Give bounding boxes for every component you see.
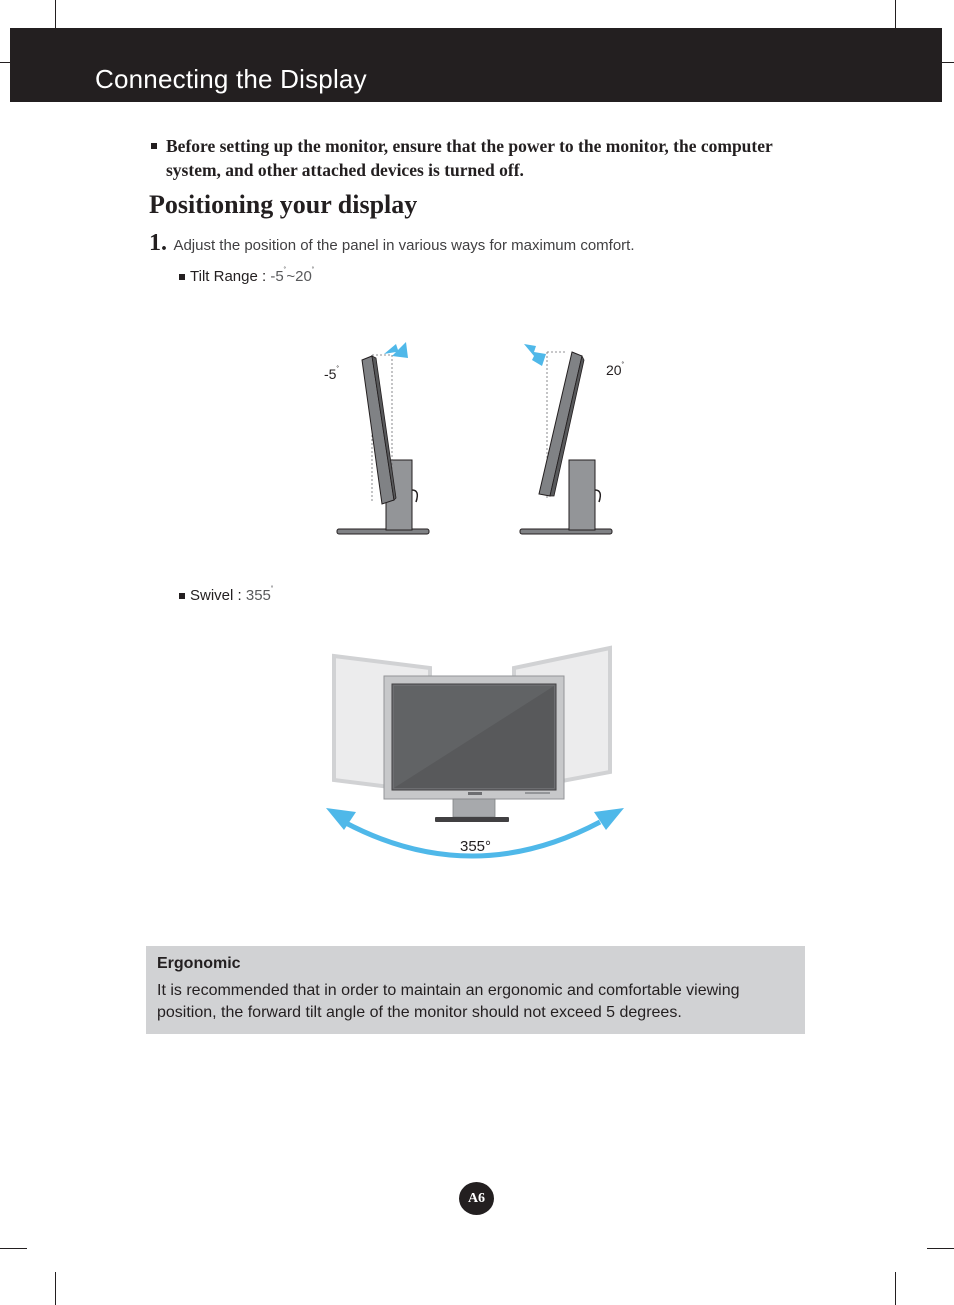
- crop-mark: [927, 1248, 954, 1249]
- monitor-side-view-back-tilt: [337, 342, 429, 534]
- section-title: Positioning your display: [149, 190, 418, 219]
- crop-mark: [55, 1272, 56, 1305]
- swivel-value: 355˚: [245, 585, 274, 604]
- square-bullet-icon: [151, 143, 157, 149]
- ergonomic-title: Ergonomic: [157, 955, 241, 972]
- square-bullet-icon: [179, 274, 185, 280]
- tilt-range-item: [179, 266, 314, 285]
- square-bullet-icon: [179, 593, 185, 599]
- swivel-illustration: [320, 640, 640, 865]
- tilt-left-label: -5˚: [324, 365, 340, 382]
- ergonomic-note: [146, 946, 805, 1034]
- tilt-right-label: 20˚: [606, 361, 625, 378]
- header-bar: [10, 28, 942, 102]
- monitor-front-view: [384, 676, 564, 822]
- brand-logo-icon: [468, 792, 482, 795]
- tilt-range-value: -5˚~20˚: [270, 266, 315, 285]
- arrow-icon: [524, 344, 546, 366]
- page-title: Connecting the Display: [95, 64, 367, 94]
- arrow-icon: [384, 342, 408, 358]
- tilt-illustration: [310, 330, 630, 545]
- swivel-figure-label: 355°: [460, 838, 492, 855]
- swivel-label: Swivel :: [190, 587, 242, 604]
- intro-text: Before setting up the monitor, ensure that the power to the monitor, the computer system, and other attached devices is turned off.: [166, 136, 773, 180]
- step-number: 1.: [149, 230, 167, 256]
- crop-mark: [895, 1272, 896, 1305]
- step-1: [149, 230, 635, 257]
- page-number: A6: [459, 1182, 494, 1215]
- monitor-side-view-forward-tilt: [520, 344, 612, 534]
- step-text: Adjust the position of the panel in various ways for maximum comfort.: [173, 237, 635, 254]
- swivel-item: [179, 585, 274, 604]
- crop-mark: [0, 1248, 27, 1249]
- ergonomic-text: It is recommended that in order to maintain an ergonomic and comfortable viewing position, the forward tilt angle of the monitor should not exceed 5 degrees.: [157, 982, 740, 1021]
- tilt-range-label: Tilt Range :: [190, 268, 267, 285]
- intro-warning: [151, 134, 821, 182]
